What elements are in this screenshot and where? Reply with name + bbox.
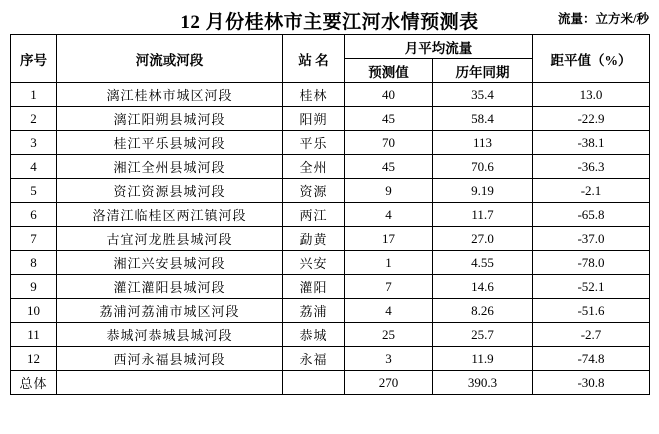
cell-river: 古宜河龙胜县城河段 bbox=[57, 227, 283, 251]
cell-total-station bbox=[283, 371, 345, 395]
cell-river: 荔浦河荔浦市城区河段 bbox=[57, 299, 283, 323]
cell-station: 全州 bbox=[283, 155, 345, 179]
table-row bbox=[11, 83, 650, 107]
cell-river: 恭城河恭城县城河段 bbox=[57, 323, 283, 347]
cell-seq: 6 bbox=[11, 203, 57, 227]
cell-forecast: 45 bbox=[345, 155, 433, 179]
cell-deviation: -51.6 bbox=[533, 299, 650, 323]
table-row bbox=[11, 251, 650, 275]
column-header-deviation: 距平值（%） bbox=[533, 35, 650, 83]
cell-historical: 14.6 bbox=[433, 275, 533, 299]
cell-seq: 4 bbox=[11, 155, 57, 179]
cell-forecast: 9 bbox=[345, 179, 433, 203]
table-total-row bbox=[11, 371, 650, 395]
column-header-river: 河流或河段 bbox=[57, 35, 283, 83]
cell-total-historical: 390.3 bbox=[433, 371, 533, 395]
water-forecast-table bbox=[10, 34, 650, 395]
cell-forecast: 70 bbox=[345, 131, 433, 155]
cell-seq: 7 bbox=[11, 227, 57, 251]
cell-forecast: 45 bbox=[345, 107, 433, 131]
cell-deviation: 13.0 bbox=[533, 83, 650, 107]
cell-historical: 113 bbox=[433, 131, 533, 155]
cell-seq: 8 bbox=[11, 251, 57, 275]
table-row bbox=[11, 107, 650, 131]
cell-deviation: -2.7 bbox=[533, 323, 650, 347]
cell-station: 永福 bbox=[283, 347, 345, 371]
cell-total-forecast: 270 bbox=[345, 371, 433, 395]
cell-forecast: 40 bbox=[345, 83, 433, 107]
column-header-historical: 历年同期 bbox=[433, 59, 533, 83]
cell-deviation: -22.9 bbox=[533, 107, 650, 131]
cell-station: 平乐 bbox=[283, 131, 345, 155]
cell-river: 湘江兴安县城河段 bbox=[57, 251, 283, 275]
table-header-row-1 bbox=[11, 35, 650, 59]
cell-forecast: 3 bbox=[345, 347, 433, 371]
cell-station: 灌阳 bbox=[283, 275, 345, 299]
table-row bbox=[11, 155, 650, 179]
cell-river: 桂江平乐县城河段 bbox=[57, 131, 283, 155]
cell-historical: 58.4 bbox=[433, 107, 533, 131]
cell-deviation: -2.1 bbox=[533, 179, 650, 203]
cell-river: 洛清江临桂区两江镇河段 bbox=[57, 203, 283, 227]
table-row bbox=[11, 275, 650, 299]
table-body bbox=[11, 83, 650, 395]
cell-historical: 4.55 bbox=[433, 251, 533, 275]
cell-seq: 3 bbox=[11, 131, 57, 155]
cell-station: 恭城 bbox=[283, 323, 345, 347]
column-header-group-flow: 月平均流量 bbox=[345, 35, 533, 59]
cell-deviation: -52.1 bbox=[533, 275, 650, 299]
cell-deviation: -78.0 bbox=[533, 251, 650, 275]
table-row bbox=[11, 299, 650, 323]
cell-deviation: -38.1 bbox=[533, 131, 650, 155]
cell-station: 资源 bbox=[283, 179, 345, 203]
cell-total-deviation: -30.8 bbox=[533, 371, 650, 395]
table-head bbox=[11, 35, 650, 83]
table-row bbox=[11, 179, 650, 203]
cell-seq: 2 bbox=[11, 107, 57, 131]
cell-historical: 8.26 bbox=[433, 299, 533, 323]
cell-historical: 35.4 bbox=[433, 83, 533, 107]
cell-seq: 11 bbox=[11, 323, 57, 347]
cell-station: 兴安 bbox=[283, 251, 345, 275]
cell-river: 湘江全州县城河段 bbox=[57, 155, 283, 179]
cell-deviation: -65.8 bbox=[533, 203, 650, 227]
cell-total-label: 总体 bbox=[11, 371, 57, 395]
column-header-station: 站 名 bbox=[283, 35, 345, 83]
cell-historical: 11.9 bbox=[433, 347, 533, 371]
table-row bbox=[11, 227, 650, 251]
cell-station: 两江 bbox=[283, 203, 345, 227]
cell-forecast: 17 bbox=[345, 227, 433, 251]
unit-note: 流量：立方米/秒 bbox=[558, 12, 649, 26]
column-header-forecast: 预测值 bbox=[345, 59, 433, 83]
cell-forecast: 1 bbox=[345, 251, 433, 275]
cell-station: 阳朔 bbox=[283, 107, 345, 131]
table-row bbox=[11, 131, 650, 155]
cell-forecast: 4 bbox=[345, 203, 433, 227]
cell-river: 漓江桂林市城区河段 bbox=[57, 83, 283, 107]
cell-seq: 5 bbox=[11, 179, 57, 203]
cell-historical: 27.0 bbox=[433, 227, 533, 251]
table-row bbox=[11, 203, 650, 227]
cell-seq: 1 bbox=[11, 83, 57, 107]
cell-historical: 9.19 bbox=[433, 179, 533, 203]
cell-historical: 25.7 bbox=[433, 323, 533, 347]
cell-forecast: 4 bbox=[345, 299, 433, 323]
cell-station: 桂林 bbox=[283, 83, 345, 107]
cell-river: 资江资源县城河段 bbox=[57, 179, 283, 203]
cell-river: 西河永福县城河段 bbox=[57, 347, 283, 371]
cell-deviation: -36.3 bbox=[533, 155, 650, 179]
cell-seq: 9 bbox=[11, 275, 57, 299]
table-row bbox=[11, 347, 650, 371]
cell-seq: 10 bbox=[11, 299, 57, 323]
column-header-seq: 序号 bbox=[11, 35, 57, 83]
cell-historical: 11.7 bbox=[433, 203, 533, 227]
page-title: 12 月份桂林市主要江河水情预测表 bbox=[180, 12, 479, 33]
cell-deviation: -37.0 bbox=[533, 227, 650, 251]
table-row bbox=[11, 323, 650, 347]
cell-forecast: 7 bbox=[345, 275, 433, 299]
cell-seq: 12 bbox=[11, 347, 57, 371]
cell-historical: 70.6 bbox=[433, 155, 533, 179]
cell-forecast: 25 bbox=[345, 323, 433, 347]
cell-total-river bbox=[57, 371, 283, 395]
cell-river: 灌江灌阳县城河段 bbox=[57, 275, 283, 299]
cell-station: 荔浦 bbox=[283, 299, 345, 323]
cell-deviation: -74.8 bbox=[533, 347, 650, 371]
document-header bbox=[0, 0, 659, 34]
cell-station: 勐黄 bbox=[283, 227, 345, 251]
cell-river: 漓江阳朔县城河段 bbox=[57, 107, 283, 131]
